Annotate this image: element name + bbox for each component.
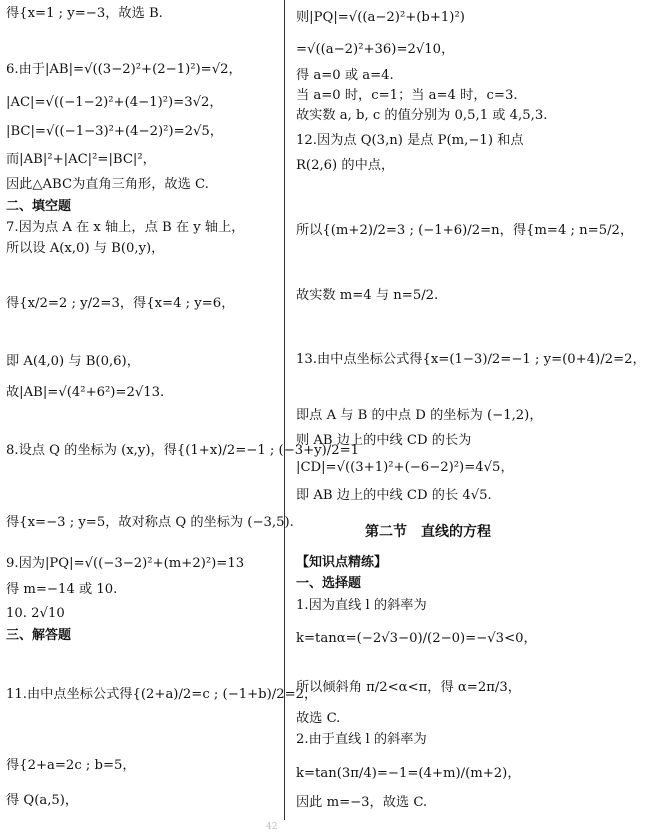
right-text-line: k=tan(3π/4)=−1=(4+m)/(m+2)，: [296, 766, 521, 781]
right-text-line: 当 a=0 时，c=1；当 a=4 时，c=3.: [296, 88, 518, 103]
right-text-line: 因此 m=−3，故选 C.: [296, 795, 428, 810]
right-text-line: 第二节 直线的方程: [365, 524, 491, 540]
left-text-line: 得{x=−3 ; y=5，故对称点 Q 的坐标为 (−3,5).: [6, 515, 294, 530]
left-text-line: |AC|=√((−1−2)²+(4−1)²)=3√2，: [6, 95, 223, 110]
left-text-line: 8.设点 Q 的坐标为 (x,y)，得{(1+x)/2=−1 ; (−3+y)/2=1: [6, 443, 360, 458]
left-text-line: 所以设 A(x,0) 与 B(0,y)，: [6, 241, 165, 256]
left-text-line: 得 m=−14 或 10.: [6, 582, 118, 597]
left-text-line: 得{x=1 ; y=−3，故选 B.: [6, 6, 163, 21]
right-text-line: 故实数 m=4 与 n=5/2.: [296, 288, 439, 303]
right-text-line: 一、选择题: [296, 576, 362, 591]
right-text-line: 则 AB 边上的中线 CD 的长为: [296, 433, 472, 448]
left-text-line: 6.由于|AB|=√((3−2)²+(2−1)²)=√2，: [6, 62, 242, 77]
right-text-line: 则|PQ|=√((a−2)²+(b+1)²): [296, 10, 465, 25]
left-text-line: 11.由中点坐标公式得{(2+a)/2=c ; (−1+b)/2=2，: [6, 687, 318, 702]
right-text-line: 13.由中点坐标公式得{x=(1−3)/2=−1 ; y=(0+4)/2=2，: [296, 352, 646, 367]
left-text-line: 得 Q(a,5)，: [6, 793, 79, 808]
left-text-line: 三、解答题: [6, 628, 72, 643]
left-text-line: 因此△ABC为直角三角形，故选 C.: [6, 177, 209, 192]
left-text-line: 10. 2√10: [6, 606, 65, 621]
right-text-line: R(2,6) 的中点，: [296, 158, 395, 173]
left-text-line: 而|AB|²+|AC|²=|BC|²，: [6, 152, 156, 167]
right-text-line: 【知识点精练】: [296, 555, 388, 570]
right-text-line: k=tanα=(−2√3−0)/(2−0)=−√3<0，: [296, 631, 537, 646]
left-text-line: 得{x/2=2 ; y/2=3，得{x=4 ; y=6，: [6, 296, 235, 311]
column-divider: [284, 0, 285, 820]
right-text-line: 故选 C.: [296, 711, 341, 726]
left-text-line: 9.因为|PQ|=√((−3−2)²+(m+2)²)=13: [6, 556, 245, 571]
left-text-line: 故|AB|=√(4²+6²)=2√13.: [6, 385, 165, 400]
right-text-line: 12.因为点 Q(3,n) 是点 P(m,−1) 和点: [296, 133, 524, 148]
left-text-line: 二、填空题: [6, 199, 72, 214]
right-text-line: 所以{(m+2)/2=3 ; (−1+6)/2=n，得{m=4 ; n=5/2，: [296, 223, 634, 238]
right-text-line: 即点 A 与 B 的中点 D 的坐标为 (−1,2)，: [296, 408, 543, 423]
right-text-line: 即 AB 边上的中线 CD 的长 4√5.: [296, 488, 492, 503]
right-text-line: 得 a=0 或 a=4.: [296, 68, 394, 83]
right-text-line: 所以倾斜角 π/2<α<π，得 α=2π/3，: [296, 680, 521, 695]
left-text-line: 即 A(4,0) 与 B(0,6)，: [6, 354, 140, 369]
right-text-line: 2.由于直线 l 的斜率为: [296, 732, 427, 747]
page-number: 42: [266, 822, 278, 832]
right-text-line: |CD|=√((3+1)²+(−6−2)²)=4√5，: [296, 460, 514, 475]
right-text-line: 1.因为直线 l 的斜率为: [296, 598, 427, 613]
right-text-line: 故实数 a, b, c 的值分别为 0,5,1 或 4,5,3.: [296, 108, 548, 123]
left-text-line: 7.因为点 A 在 x 轴上，点 B 在 y 轴上，: [6, 220, 245, 235]
right-text-line: =√((a−2)²+36)=2√10，: [296, 42, 455, 57]
right-column: [296, 0, 646, 821]
left-text-line: |BC|=√((−1−3)²+(4−2)²)=2√5，: [6, 124, 223, 139]
left-text-line: 得{2+a=2c ; b=5，: [6, 758, 136, 773]
